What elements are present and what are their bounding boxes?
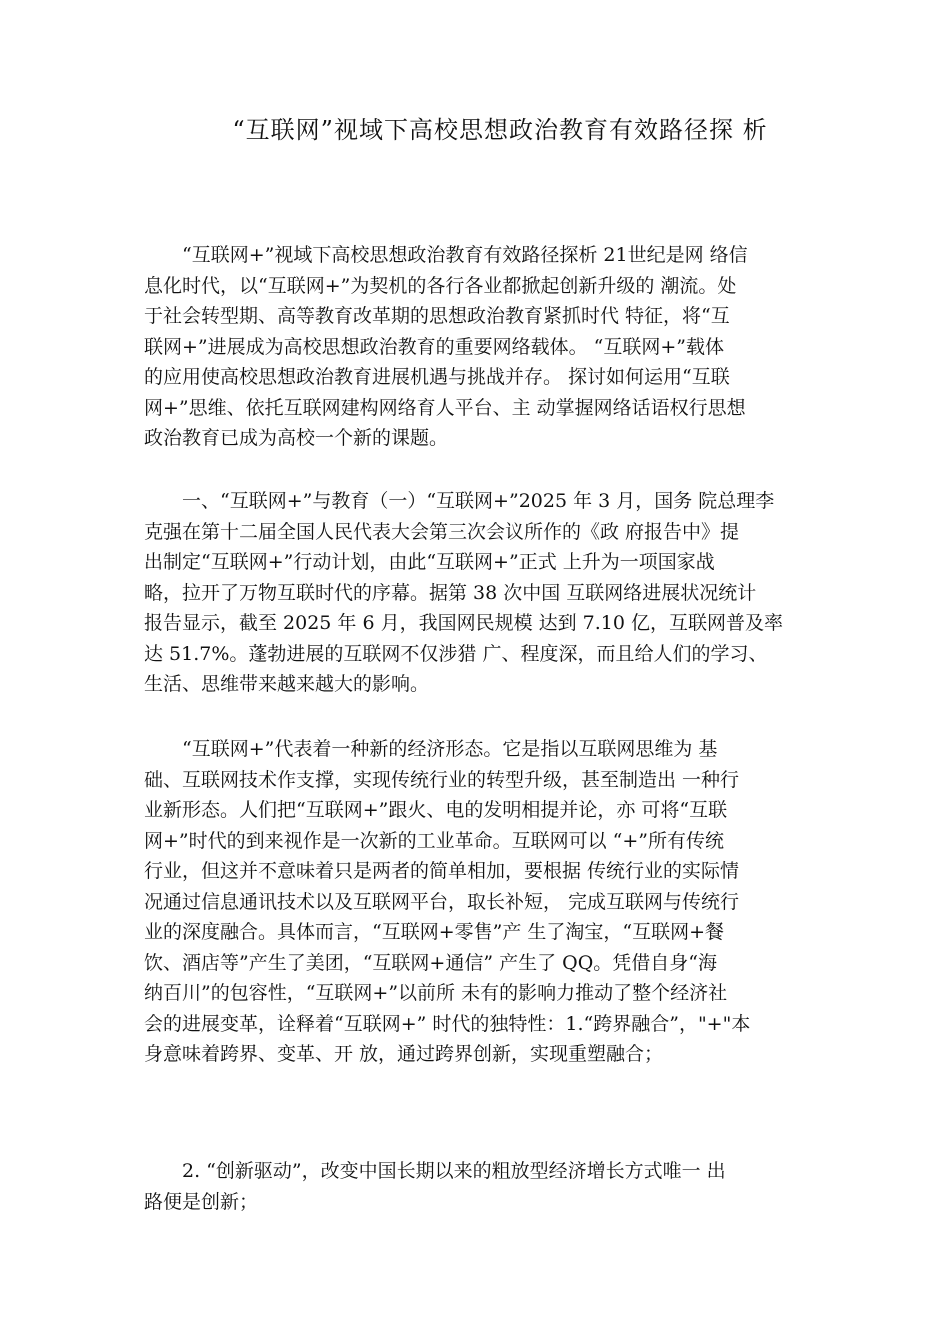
paragraph-line: 业新形态。人们把“互联网+”跟火、电的发明相提并论，亦 可将“互联 (144, 799, 728, 821)
paragraph-line: 2. “创新驱动”，改变中国长期以来的粗放型经济增长方式唯一 出 (182, 1160, 726, 1182)
paragraph-line: 行业，但这并不意味着只是两者的简单相加，要根据 传统行业的实际情 (144, 860, 740, 882)
paragraph-line: “互联网+”视域下高校思想政治教育有效路径探析 21世纪是网 络信 (182, 244, 748, 266)
paragraph-line: 生活、思维带来越来越大的影响。 (144, 673, 430, 695)
paragraph-section-one (144, 486, 834, 700)
paragraph-line: 略，拉开了万物互联时代的序幕。据第 38 次中国 互联网络进展状况统计 (144, 581, 757, 604)
paragraph-line: 饮、酒店等”产生了美团，“互联网+通信” 产生了 QQ。凭借自身“海 (144, 951, 718, 974)
paragraph-line: 的应用使高校思想政治教育进展机遇与挑战并存。 探讨如何运用“互联 (144, 366, 730, 388)
paragraph-line: 于社会转型期、高等教育改革期的思想政治教育紧抓时代 特征，将“互 (144, 305, 730, 327)
paragraph-innovation (144, 1156, 834, 1217)
paragraph-line: 政治教育已成为高校一个新的课题。 (144, 427, 449, 449)
paragraph-line: “互联网+”代表着一种新的经济形态。它是指以互联网思维为 基 (182, 738, 718, 760)
paragraph-line: 网+”思维、依托互联网建构网络育人平台、主 动掌握网络话语权行思想 (144, 396, 746, 419)
paragraph-line: 会的进展变革，诠释着“互联网+” 时代的独特性：1.“跨界融合”，"+"本 (144, 1012, 751, 1035)
paragraph-line: 路便是创新； (144, 1190, 259, 1213)
paragraph-line: 报告显示，截至 2025 年 6 月，我国网民规模 达到 7.10 亿，互联网普及率 (144, 612, 784, 634)
paragraph-line: 础、互联网技术作支撑，实现传统行业的转型升级，甚至制造出 一种行 (144, 768, 740, 791)
paragraph-line: 出制定“互联网+”行动计划，由此“互联网+”正式 上升为一项国家战 (144, 551, 715, 573)
paragraph-line: 身意味着跨界、变革、开 放，通过跨界创新，实现重塑融合； (144, 1043, 664, 1065)
paragraph-line: 一、“互联网+”与教育（一）“互联网+”2025 年 3 月，国务 院总理李 (182, 490, 775, 512)
document-title: “互联网”视域下高校思想政治教育有效路径探 析 (232, 116, 768, 144)
paragraph-line: 网+”时代的到来视作是一次新的工业革命。互联网可以 “+”所有传统 (144, 829, 725, 852)
paragraph-economic-form (144, 734, 834, 1070)
paragraph-line: 业的深度融合。具体而言，“互联网+零售”产 生了淘宝，“互联网+餐 (144, 921, 725, 943)
paragraph-line: 纳百川”的包容性，“互联网+”以前所 未有的影响力推动了整个经济社 (144, 982, 728, 1004)
paragraph-line: 克强在第十二届全国人民代表大会第三次会议所作的《政 府报告中》提 (144, 520, 740, 543)
paragraph-line: 息化时代，以“互联网+”为契机的各行各业都掀起创新升级的 潮流。处 (144, 274, 737, 297)
paragraph-line: 况通过信息通讯技术以及互联网平台，取长补短， 完成互联网与传统行 (144, 890, 740, 913)
paragraph-intro (144, 240, 834, 454)
paragraph-line: 达 51.7%。蓬勃进展的互联网不仅涉猎 广、程度深，而且给人们的学习、 (144, 642, 768, 665)
paragraph-line: 联网+”进展成为高校思想政治教育的重要网络载体。 “互联网+”载体 (144, 335, 725, 358)
